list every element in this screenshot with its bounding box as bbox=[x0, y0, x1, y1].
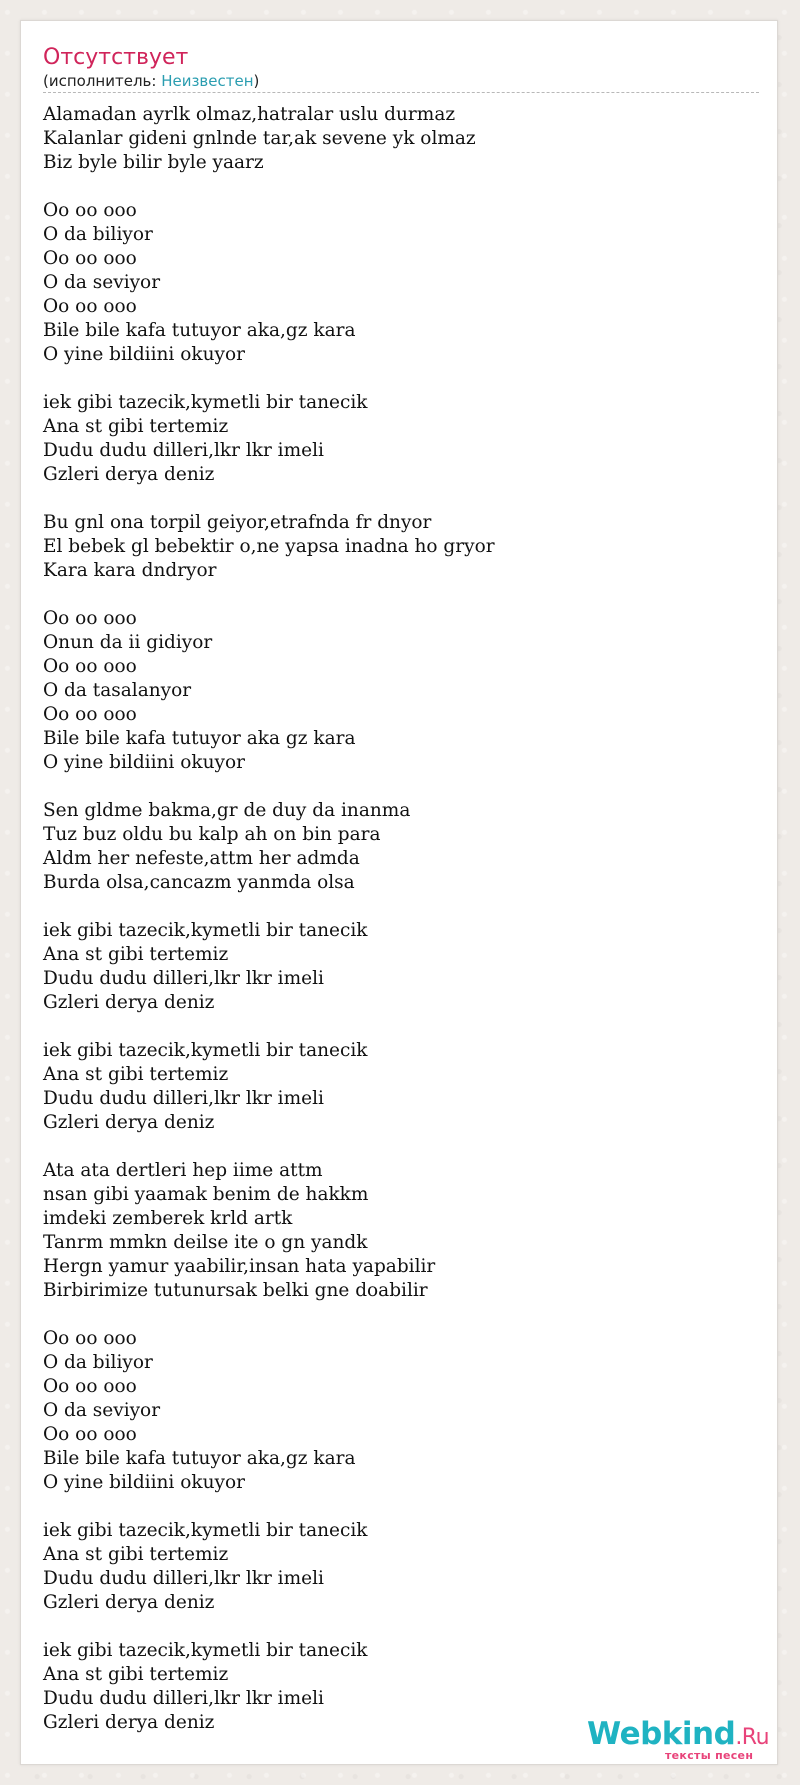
lyric-line: Ana st gibi tertemiz bbox=[43, 944, 229, 965]
lyric-line: Bile bile kafa tutuyor aka,gz kara bbox=[43, 1448, 356, 1469]
lyric-line: Oo oo ooo bbox=[43, 248, 137, 269]
lyric-line: Onun da ii gidiyor bbox=[43, 632, 213, 653]
lyric-line: Kalanlar gideni gnlnde tar,ak sevene yk olmaz bbox=[43, 128, 476, 149]
lyrics-body bbox=[43, 103, 759, 1735]
lyric-line: Bu gnl ona torpil geiyor,etrafnda fr dnyor bbox=[43, 512, 432, 533]
lyric-line: Hergn yamur yaabilir,insan hata yapabilir bbox=[43, 1256, 436, 1277]
lyric-line: Biz byle bilir byle yaarz bbox=[43, 152, 264, 173]
stanza-gap bbox=[43, 775, 759, 799]
lyric-line: Aldm her nefeste,attm her admda bbox=[43, 848, 360, 869]
lyric-line: Oo oo ooo bbox=[43, 296, 137, 317]
stanza-gap bbox=[43, 367, 759, 391]
lyric-line: Ana st gibi tertemiz bbox=[43, 1064, 229, 1085]
lyric-line: Birbirimize tutunursak belki gne doabilir bbox=[43, 1280, 428, 1301]
lyric-line: Gzleri derya deniz bbox=[43, 464, 215, 485]
stanza-gap bbox=[43, 895, 759, 919]
lyric-line: O yine bildiini okuyor bbox=[43, 344, 245, 365]
lyric-line: El bebek gl bebektir o,ne yapsa inadna ho gryor bbox=[43, 536, 495, 557]
lyric-line: O da seviyor bbox=[43, 272, 161, 293]
lyric-line: Gzleri derya deniz bbox=[43, 1592, 215, 1613]
lyric-line: Oo oo ooo bbox=[43, 1424, 137, 1445]
artist-suffix: ) bbox=[253, 72, 260, 90]
artist-link[interactable]: Неизвестен bbox=[161, 72, 254, 90]
stanza-gap bbox=[43, 175, 759, 199]
stanza-gap bbox=[43, 487, 759, 511]
lyric-line: Oo oo ooo bbox=[43, 1376, 137, 1397]
lyric-line: Ana st gibi tertemiz bbox=[43, 416, 229, 437]
lyric-line: iek gibi tazecik,kymetli bir tanecik bbox=[43, 1640, 368, 1661]
song-title: Отсутствует bbox=[43, 45, 189, 70]
lyric-line: O da biliyor bbox=[43, 1352, 153, 1373]
lyric-line: Dudu dudu dilleri,lkr lkr imeli bbox=[43, 1568, 324, 1589]
lyric-line: Dudu dudu dilleri,lkr lkr imeli bbox=[43, 1688, 324, 1709]
stanza-gap bbox=[43, 1615, 759, 1639]
lyric-line: Alamadan ayrlk olmaz,hatralar uslu durmaz bbox=[43, 104, 456, 125]
artist-prefix: (исполнитель: bbox=[43, 72, 162, 90]
site-logo-link[interactable] bbox=[583, 1714, 779, 1764]
lyric-line: Sen gldme bakma,gr de duy da inanma bbox=[43, 800, 411, 821]
lyric-line: nsan gibi yaamak benim de hakkm bbox=[43, 1184, 369, 1205]
stanza-gap bbox=[43, 583, 759, 607]
lyric-line: iek gibi tazecik,kymetli bir tanecik bbox=[43, 1040, 368, 1061]
lyric-line: Bile bile kafa tutuyor aka,gz kara bbox=[43, 320, 356, 341]
lyric-line: Oo oo ooo bbox=[43, 656, 137, 677]
stanza-gap bbox=[43, 1015, 759, 1039]
lyric-line: O yine bildiini okuyor bbox=[43, 752, 245, 773]
site-tagline: тексты песен bbox=[665, 1749, 754, 1762]
lyric-line: Burda olsa,cancazm yanmda olsa bbox=[43, 872, 355, 893]
lyric-line: Bile bile kafa tutuyor aka gz kara bbox=[43, 728, 356, 749]
lyric-line: Dudu dudu dilleri,lkr lkr imeli bbox=[43, 440, 324, 461]
lyric-line: Ata ata dertleri hep iime attm bbox=[43, 1160, 323, 1181]
stanza-gap bbox=[43, 1303, 759, 1327]
lyric-line: iek gibi tazecik,kymetli bir tanecik bbox=[43, 1520, 368, 1541]
artist-line bbox=[43, 70, 759, 93]
lyric-line: Oo oo ooo bbox=[43, 200, 137, 221]
lyric-line: iek gibi tazecik,kymetli bir tanecik bbox=[43, 392, 368, 413]
lyric-line: Gzleri derya deniz bbox=[43, 992, 215, 1013]
stanza-gap bbox=[43, 1495, 759, 1519]
lyrics-card bbox=[20, 20, 778, 1765]
lyric-line: O da seviyor bbox=[43, 1400, 161, 1421]
lyric-line: imdeki zemberek krld artk bbox=[43, 1208, 293, 1229]
lyric-line: Ana st gibi tertemiz bbox=[43, 1664, 229, 1685]
lyric-line: Dudu dudu dilleri,lkr lkr imeli bbox=[43, 1088, 324, 1109]
lyric-line: Kara kara dndryor bbox=[43, 560, 217, 581]
stanza-gap bbox=[43, 1135, 759, 1159]
lyric-line: Oo oo ooo bbox=[43, 704, 137, 725]
lyric-line: Ana st gibi tertemiz bbox=[43, 1544, 229, 1565]
lyric-line: Gzleri derya deniz bbox=[43, 1112, 215, 1133]
lyric-line: Tuz buz oldu bu kalp ah on bin para bbox=[43, 824, 381, 845]
lyric-line: O da tasalanyor bbox=[43, 680, 192, 701]
lyric-line: O yine bildiini okuyor bbox=[43, 1472, 245, 1493]
site-logo-name: Webkind bbox=[587, 1716, 736, 1752]
lyric-line: Gzleri derya deniz bbox=[43, 1712, 215, 1733]
lyric-line: Tanrm mmkn deilse ite o gn yandk bbox=[43, 1232, 368, 1253]
lyric-line: Oo oo ooo bbox=[43, 1328, 137, 1349]
lyric-line: Dudu dudu dilleri,lkr lkr imeli bbox=[43, 968, 324, 989]
lyric-line: O da biliyor bbox=[43, 224, 153, 245]
lyric-line: iek gibi tazecik,kymetli bir tanecik bbox=[43, 920, 368, 941]
lyric-line: Oo oo ooo bbox=[43, 608, 137, 629]
site-logo-tld: .Ru bbox=[735, 1725, 770, 1750]
